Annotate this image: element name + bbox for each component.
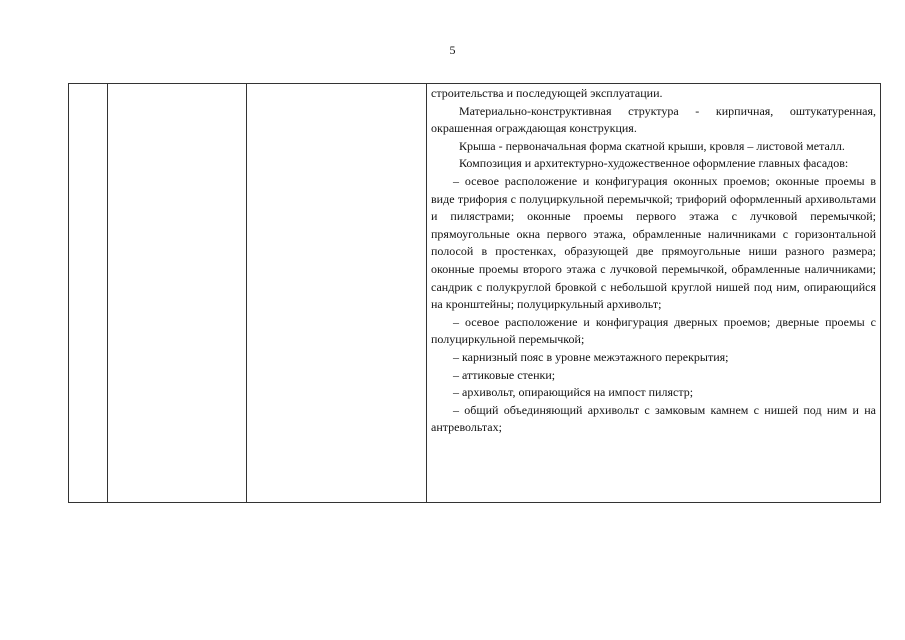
table-cell-address [247,84,427,503]
table-cell-name [108,84,247,503]
description-paragraph: Материально-конструктивная структура - кирпичная, оштукатуренная, окрашенная ограждающая конструкция. [431,103,876,136]
table-cell-description [427,84,881,503]
description-paragraph: Композиция и архитектурно-художественное оформление главных фасадов: [459,156,849,171]
table-row [69,84,881,503]
object-description-table [68,83,881,503]
description-list-item: – осевое расположение и конфигурация дверных проемов; дверные проемы с полуциркульной перемычкой; [431,314,876,347]
table-cell-number [69,84,108,503]
description-list-item: – карнизный пояс в уровне межэтажного перекрытия; [453,349,729,364]
description-list-item: – общий объединяющий архивольт с замковым камнем с нишей под ним и на антревольтах; [431,402,876,435]
description-list-item: – аттиковые стенки; [453,367,556,382]
description-list-item: – архивольт, опирающийся на импост пилястр; [453,385,694,400]
description-list-item: – осевое расположение и конфигурация оконных проемов; оконные проемы в виде трифория с полуциркульной перемычкой; трифорий оформленный архивольтами и пилястрами; оконные проемы первого этажа с лучковой перемычкой; прямоугольные окна первого этажа, обрамленные наличниками с горизонтальной полосой в простенках, образующей две прямоугольные ниши разного размера; оконные проемы второго этажа с лучковой перемычкой, обрамленные наличниками; сандрик с полукруглой бровкой с небольшой круглой нишей под ним, опирающийся на кронштейны; полуциркульный архивольт; [431,173,876,312]
page-number: 5 [449,43,456,57]
description-paragraph: строительства и последующей эксплуатации. [431,86,663,100]
description-paragraph: Крыша - первоначальная форма скатной крыши, кровля – листовой металл. [459,138,845,153]
